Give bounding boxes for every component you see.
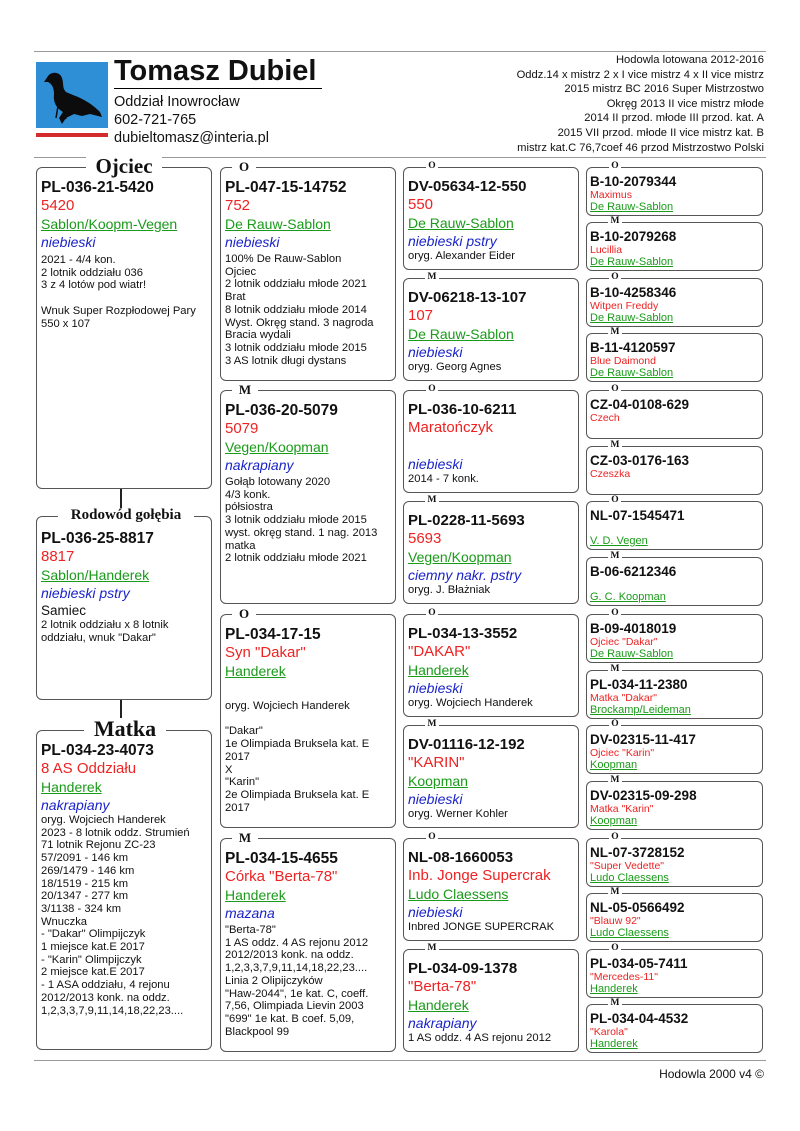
pigeon-name: 107 [408,307,434,324]
dam-label: M [608,888,622,898]
grandfather-paternal-card[interactable] [220,167,396,381]
strain: Ludo Claessens [590,927,669,939]
phone: 602-721-765 [114,112,197,128]
achievement-line: Hodowla lotowana 2012-2016 [615,54,764,66]
gen4-card[interactable] [586,390,763,439]
gen4-card[interactable] [586,781,763,830]
notes: Gołąb lotowany 2020 4/3 konk. półsiostra 3 lotnik oddziału młode 2015 wyst. okręg stand. 1 nag. 2013 matka 2 lotnik oddziału młode 2021 [225,476,378,565]
sire-label: O [609,496,621,506]
pigeon-name: Maximus [590,189,633,201]
color [225,680,391,698]
sire-label: O [426,162,438,172]
sire-label: O [609,833,621,843]
notes: oryg. Wojciech Handerek 2023 - 8 lotnik oddz. Strumień 71 lotnik Rejonu ZC-23 57/2091 - 146 km 269/1479 - 146 km 18/1519 - 215 km 20/1347 - 277 km 3/1138 - 324 km Wnuczka - "Dakar" Olimpijczyk 1 miejsce kat.E 2017 - "Karin" Olimpijczyk 2 miejsce kat.E 2017 - 1 ASA oddziału, 4 rejonu 2012/2013 konk. na oddz. 1,2,3,3,7,9,11,14,18,22,23.... [41,814,190,1017]
notes: 2 lotnik oddziału x 8 lotnik oddziału, wnuk "Dakar" [41,619,169,644]
strain: Handerek [590,1038,638,1050]
notes: "Berta-78" 1 AS oddz. 4 AS rejonu 2012 2012/2013 konk. na oddz. 1,2,3,3,7,9,11,14,18,22,23.... Linia 2 Olipijczyków "Haw-2044", 1e kat. C, coeff. 7,56, Olimpiada Lievin 2003 "699" 1e kat. B coef. 5,09, Blackpool 99 [225,924,369,1038]
pigeon-name: Inb. Jonge Supercrak [408,867,551,884]
sire-label: O [232,160,256,173]
achievement-line: Okręg 2013 II vice mistrz młode [606,97,764,110]
dam-label: M [232,383,258,396]
pigeon-name: Matka "Karin" [590,803,654,815]
ring-number: B-06-6212346 [590,564,677,579]
owner-name: Tomasz Dubiel [114,55,317,87]
ring-number: B-11-4120597 [590,340,676,355]
strain: G. C. Koopman [590,591,666,603]
footer-rule [34,1060,766,1061]
achievement-line: 2015 mistrz BC 2016 Super Mistrzostwo [564,83,764,96]
notes: 2021 - 4/4 kon. 2 lotnik oddziału 036 3 z 4 lotów pod wiatr! Wnuk Super Rozpłodowej Pary 550 x 107 [41,254,196,330]
color: nakrapiany [225,457,294,473]
color: niebieski [408,904,463,920]
strain: Handerek [408,997,469,1013]
pigeon-name [590,579,759,591]
ring-number: PL-034-17-15 [225,626,321,643]
dam-label: M [608,217,622,227]
notes: oryg. Werner Kohler [408,808,508,820]
color: nakrapiany [408,1015,477,1031]
sire-label: O [232,607,256,620]
great-grandparent-card[interactable] [403,278,579,381]
pigeon-name: Syn "Dakar" [225,644,306,661]
pigeon-name: "Super Vedette" [590,860,665,872]
great-grandparent-card[interactable] [403,725,579,828]
achievements-block [517,53,764,155]
great-grandparent-card[interactable] [403,614,579,717]
strain: Handerek [225,663,286,679]
pigeon-name: 5693 [408,530,442,547]
color: niebieski pstry [408,233,497,249]
achievement-line: Oddz.14 x mistrz 2 x I vice mistrz 4 x II vice mistrz [516,68,764,81]
ring-number: DV-02315-09-298 [590,788,697,803]
notes: 1 AS oddz. 4 AS rejonu 2012 [408,1032,552,1044]
strain: De Rauw-Sablon [590,201,674,213]
ring-number: PL-034-05-7411 [590,956,688,971]
pigeon-name: "DAKAR" [408,643,471,660]
ring-number: CZ-04-0108-629 [590,397,690,412]
pigeon-icon [36,62,108,128]
strain: De Rauw-Sablon [408,326,514,342]
email[interactable]: dubieltomasz@interia.pl [114,130,269,146]
great-grandparent-card[interactable] [403,390,579,493]
strain: Koopman [590,815,638,827]
sire-label: O [426,385,438,395]
pigeon-name: Ojciec "Karin" [590,747,655,759]
color: niebieski [408,456,463,472]
great-grandparent-card[interactable] [403,167,579,270]
notes: oryg. Wojciech Handerek "Dakar" 1e Olimpiada Bruksela kat. E 2017 X "Karin" 2e Olimpiada Bruksela kat. E 2017 [225,700,370,814]
dam-label: M [608,328,622,338]
gen4-card[interactable] [586,557,763,606]
strain: V. D. Vegen [590,535,648,547]
pigeon-name: "Blauw 92" [590,915,641,927]
ring-number: B-10-4258346 [590,285,677,300]
ring-number: PL-036-20-5079 [225,402,338,419]
gen4-card[interactable] [586,278,763,327]
mother-card[interactable] [36,730,212,1050]
ring-number: NL-08-1660053 [408,849,514,866]
ring-number: DV-06218-13-107 [408,289,527,306]
achievement-line: 2014 II przod. młode III przod. kat. A [584,112,764,125]
ring-number: PL-034-23-4073 [41,742,154,759]
gen4-card[interactable] [586,893,763,942]
dam-label: M [425,273,439,283]
grandmother-paternal-card[interactable] [220,390,396,604]
ring-number: NL-07-1545471 [590,508,685,523]
gen4-card[interactable] [586,446,763,495]
strain: Handerek [41,779,102,795]
great-grandparent-card[interactable] [403,838,579,941]
strain: Handerek [225,887,286,903]
gen4-card[interactable] [586,167,763,216]
ring-number: PL-034-09-1378 [408,960,518,977]
pigeon-name: Córka "Berta-78" [225,868,338,885]
pigeon-logo [36,62,108,128]
pigeon-name: 752 [225,197,251,214]
ring-number: PL-036-21-5420 [41,179,154,196]
subject-card[interactable] [36,516,212,700]
gen4-card[interactable] [586,614,763,663]
pigeon-name: Matka "Dakar" [590,692,657,704]
ring-number: PL-036-10-6211 [408,401,517,418]
ring-number: PL-0228-11-5693 [408,512,525,529]
dam-label: M [608,441,622,451]
ring-number: PL-036-25-8817 [41,530,154,547]
pigeon-name: "Berta-78" [408,978,477,995]
strain: Vegen/Koopman [408,549,512,565]
ring-number: PL-047-15-14752 [225,179,347,196]
ring-number: PL-034-13-3552 [408,625,518,642]
gen4-card[interactable] [586,501,763,550]
color: niebieski [41,234,96,250]
ring-number: DV-02315-11-417 [590,732,696,747]
pigeon-name: "Mercedes-11" [590,971,658,983]
gen4-card[interactable] [586,670,763,719]
ring-number: B-09-4018019 [590,621,677,636]
strain [408,437,574,455]
sex: Samiec [41,603,87,618]
pigeon-name: Czech [590,412,620,424]
sire-label: O [609,944,621,954]
ring-number: CZ-03-0176-163 [590,453,690,468]
ring-number: NL-07-3728152 [590,845,685,860]
color: nakrapiany [41,797,110,813]
strain: Koopman [408,773,468,789]
gen4-card[interactable] [586,222,763,271]
grandmother-maternal-card[interactable] [220,838,396,1052]
notes: oryg. Georg Agnes [408,361,502,373]
notes: Inbred JONGE SUPERCRAK [408,921,555,933]
notes: oryg. Wojciech Handerek [408,697,533,709]
achievement-line: mistrz kat.C 76,7coef 46 przod Mistrzostwo Polski [517,141,764,154]
gen4-card[interactable] [586,1004,763,1053]
grandfather-maternal-card[interactable] [220,614,396,828]
sire-label: O [609,720,621,730]
strain: Ludo Claessens [408,886,509,902]
dam-label: M [608,999,622,1009]
strain: De Rauw-Sablon [408,215,514,231]
color: niebieski [408,680,463,696]
pigeon-name: 8817 [41,548,75,565]
dam-label: M [608,776,622,786]
achievement-line: 2015 VII przod. młode II vice mistrz kat. B [557,126,764,139]
color: niebieski [408,344,463,360]
department: Oddział Inowrocław [114,94,240,110]
strain: Sablon/Handerek [41,567,150,583]
ring-number: DV-05634-12-550 [408,178,527,195]
pigeon-name: "Karola" [590,1026,628,1038]
pigeon-name: 5079 [225,420,259,437]
pigeon-name: 550 [408,196,434,213]
color: ciemny nakr. pstry [408,567,522,583]
pigeon-name: Witpen Freddy [590,300,659,312]
strain: Koopman [590,759,638,771]
father-label: Ojciec [86,156,162,177]
strain: Handerek [408,662,469,678]
pigeon-name [590,523,759,535]
ring-number: NL-05-0566492 [590,900,685,915]
strain: Ludo Claessens [590,872,669,884]
color: mazana [225,905,275,921]
mother-label: Matka [84,718,166,740]
strain: Brockamp/Leideman [590,704,691,716]
sire-label: O [609,609,621,619]
gen4-card[interactable] [586,333,763,382]
sire-label: O [609,162,621,172]
footer-text: Hodowla 2000 v4 © [659,1067,764,1081]
strain: De Rauw-Sablon [590,256,674,268]
strain: Sablon/Koopm-Vegen [41,216,178,232]
strain: De Rauw-Sablon [590,648,674,660]
logo-red-line [36,133,108,137]
strain: Handerek [590,983,638,995]
dam-label: M [425,944,439,954]
dam-label: M [425,720,439,730]
strain: Vegen/Koopman [225,439,329,455]
pigeon-name: Czeszka [590,468,631,480]
color: niebieski [225,234,280,250]
gen4-card[interactable] [586,838,763,887]
ring-number: B-10-2079344 [590,174,677,189]
sire-label: O [609,273,621,283]
header-top-rule [34,51,766,52]
strain: De Rauw-Sablon [225,216,331,232]
subject-label: Rodowód gołębia [58,508,194,523]
pigeon-name: "KARIN" [408,754,465,771]
sire-label: O [426,609,438,619]
notes: oryg. J. Błażniak [408,584,491,596]
father-card[interactable] [36,167,212,489]
pigeon-name: 5420 [41,197,75,214]
ring-number: PL-034-11-2380 [590,677,688,692]
strain: De Rauw-Sablon [590,367,674,379]
dam-label: M [232,831,258,844]
sire-label: O [609,385,621,395]
dam-label: M [608,552,622,562]
dam-label: M [425,496,439,506]
sire-label: O [426,833,438,843]
ring-number: PL-034-04-4532 [590,1011,689,1026]
ring-number: PL-034-15-4655 [225,850,338,867]
pigeon-name: Ojciec "Dakar" [590,636,658,648]
dam-label: M [608,665,622,675]
pigeon-name: Blue Daimond [590,355,656,367]
pigeon-name: 8 AS Oddziału [41,760,137,777]
ring-number: B-10-2079268 [590,229,677,244]
color: niebieski [408,791,463,807]
notes: oryg. Alexander Eider [408,250,515,262]
ring-number: DV-01116-12-192 [408,736,525,753]
strain: De Rauw-Sablon [590,312,674,324]
pigeon-name: Maratończyk [408,419,494,436]
notes: 100% De Rauw-Sablon Ojciec 2 lotnik oddziału młode 2021 Brat 8 lotnik oddziału młode 2014 Wyst. Okręg stand. 3 nagroda Bracia wydali 3 lotnik oddziału młode 2015 3 AS lotnik długi dystans [225,253,374,367]
gen4-card[interactable] [586,949,763,998]
pigeon-name: Lucillia [590,244,623,256]
great-grandparent-card[interactable] [403,949,579,1052]
color: niebieski pstry [41,585,130,601]
notes: 2014 - 7 konk. [408,473,479,485]
gen4-card[interactable] [586,725,763,774]
great-grandparent-card[interactable] [403,501,579,604]
owner-name-underline [114,88,322,89]
